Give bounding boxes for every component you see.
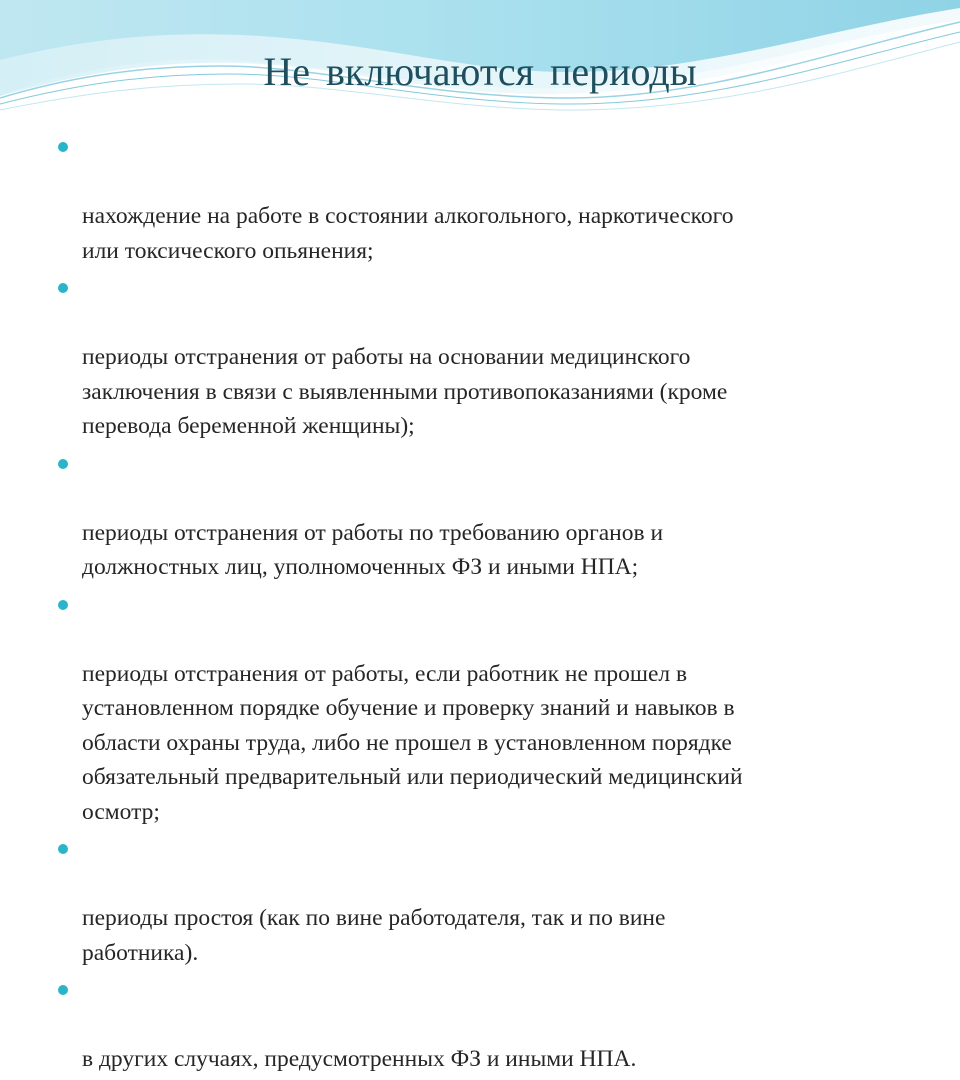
list-item-text: периоды отстранения от работы, если работник не прошел в установленном порядке обучение и проверку знаний и навыков в области охраны труда, либо не прошел в установленном порядке обязательный предварительный или периодический медицинский осмотр; [82, 660, 743, 825]
bullet-dot-icon [58, 985, 68, 995]
list-item [56, 130, 876, 268]
list-item [56, 973, 876, 1077]
bullet-dot-icon [58, 142, 68, 152]
list-item [56, 271, 876, 444]
bullet-list [56, 130, 876, 1080]
list-item-text: в других случаях, предусмотренных ФЗ и иными НПА. [82, 1046, 637, 1072]
list-item [56, 588, 876, 830]
bullet-dot-icon [58, 459, 68, 469]
list-item-text: периоды отстранения от работы на основании медицинского заключения в связи с выявленными противопоказаниями (кроме перевода беременной женщины); [82, 344, 728, 439]
list-item [56, 832, 876, 970]
list-item-text: периоды отстранения от работы по требованию органов и должностных лиц, уполномоченных ФЗ и иными НПА; [82, 519, 664, 580]
page-title: Не включаются периоды [263, 49, 697, 94]
bullet-dot-icon [58, 283, 68, 293]
list-item-text: периоды простоя (как по вине работодателя, так и по вине работника). [82, 905, 666, 966]
bullet-dot-icon [58, 844, 68, 854]
list-item [56, 447, 876, 585]
list-item-text: нахождение на работе в состоянии алкогольного, наркотического или токсического опьянения; [82, 203, 734, 264]
bullet-dot-icon [58, 600, 68, 610]
